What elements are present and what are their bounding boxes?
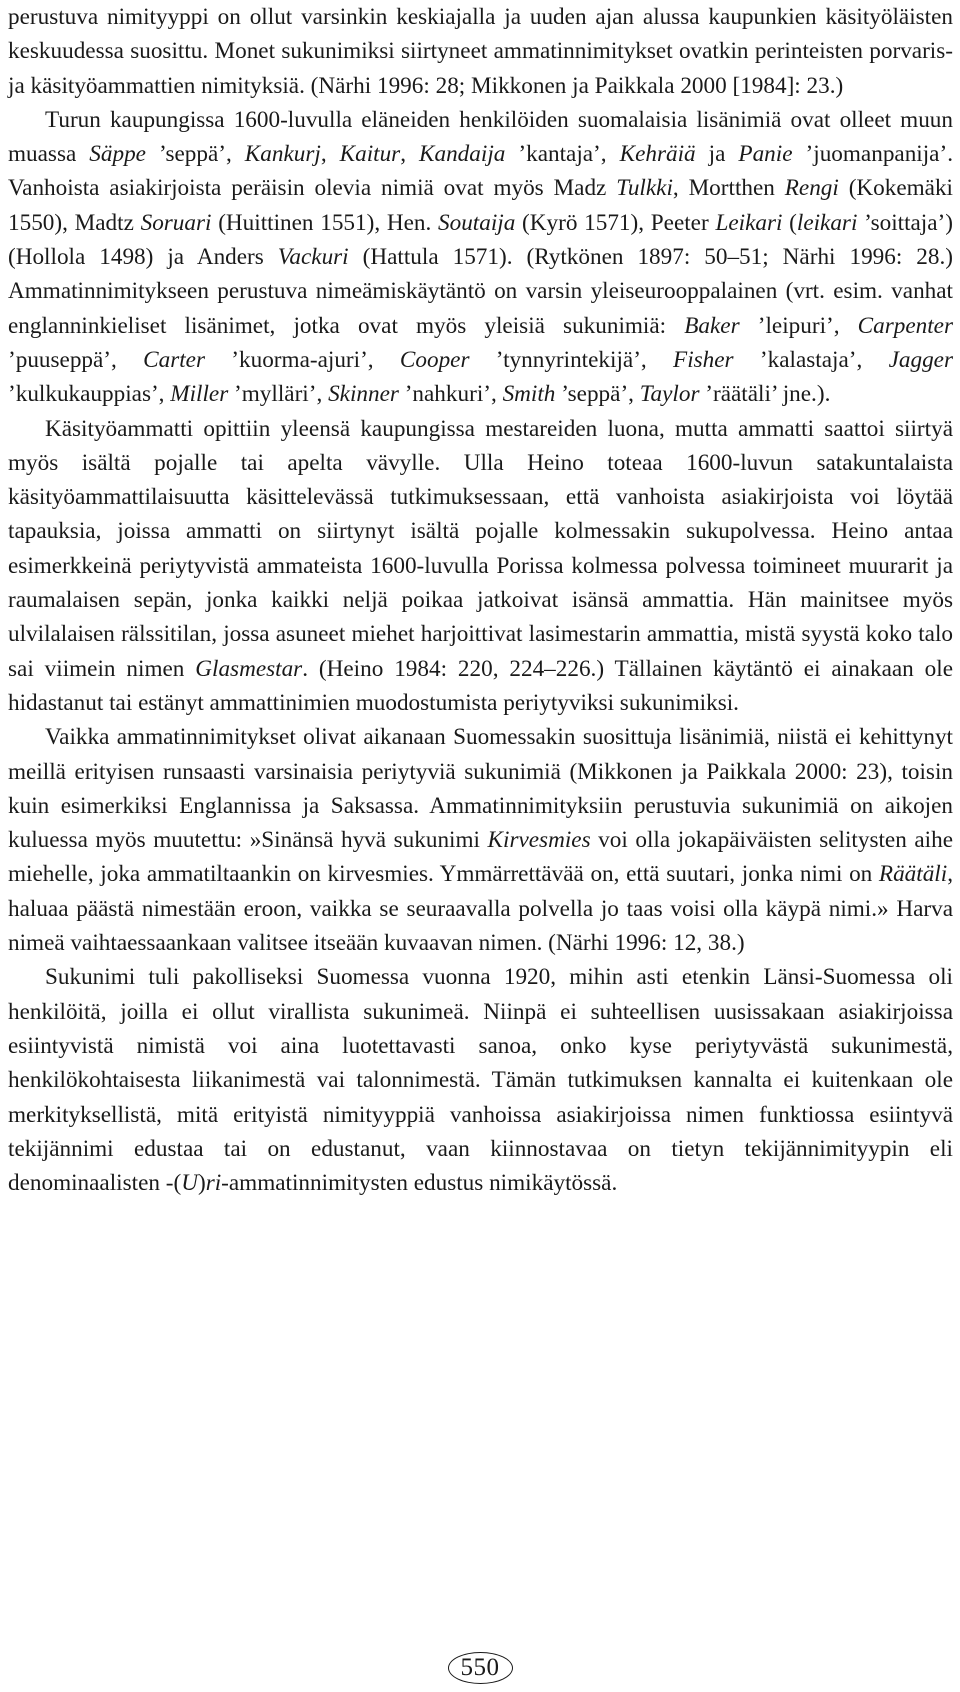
italic-term: leikari (796, 209, 858, 236)
italic-term: Soutaija (438, 209, 516, 236)
text-run: ’kuorma-ajuri’, (204, 346, 400, 373)
text-run: , haluaa päästä nimestään eroon, vaikka se seuraavalla polvella jo taas voisi olla käypä nimi.» Harva nimeä vaihtaessaankaan valitsee itseään kuvaavan nimen. (Närhi 1996: 12, 38.) (8, 861, 953, 957)
text-run: ’juomanpanija’. Vanhoista asiakirjoista peräisin olevia nimiä ovat myös Madz (8, 141, 953, 202)
italic-term: Smith (502, 381, 556, 408)
text-run: ’puuseppä’, (8, 346, 144, 373)
italic-term: Kandaija (419, 141, 506, 168)
text-run: (Hattula 1571). (Rytkönen 1897: 50–51; Närhi 1996: 28.) Ammatinnimitykseen perustuva nimeämiskäytäntö on varsin yleiseurooppalainen (vrt. esim. vanhat englanninkieliset lisänimet, jotka ovat myös yleisiä sukunimiä: (8, 244, 954, 339)
text-run: . (Heino 1984: 220, 224–226.) Tällainen käytäntö ei ainakaan ole hidastanut tai estänyt ammattinimien muodostumista periytyviksi sukunimiksi. (8, 655, 953, 716)
italic-term: Räätäli (878, 861, 948, 888)
italic-term: Säppe (89, 141, 146, 168)
text-run: ’kalastaja’, (733, 346, 889, 373)
text-run: Turun kaupungissa 1600-luvulla eläneiden henkilöiden suomalaisia lisänimiä ovat olleet muun muassa (8, 106, 953, 168)
text-run: , (400, 141, 420, 168)
italic-term: Kankurj (244, 141, 321, 168)
italic-term: Kirvesmies (487, 827, 591, 854)
text-run: (Kokemäki 1550), Madtz (8, 175, 954, 236)
body-paragraph (8, 0, 953, 103)
text-run: ja (695, 141, 739, 168)
body-paragraph (8, 720, 953, 960)
text-run: ’seppä’, (145, 141, 245, 168)
body-paragraph (8, 412, 953, 721)
italic-term: U (181, 1170, 198, 1197)
italic-term: Glasmestar (195, 655, 303, 682)
text-run: (Huittinen 1551), Hen. (211, 209, 439, 236)
italic-term: ri (205, 1170, 222, 1197)
italic-term: Fisher (673, 346, 734, 373)
text-run: ’tynnyrintekijä’, (469, 346, 674, 373)
text-run: voi olla jokapäiväisten selitysten aihe miehelle, joka ammatiltaankin on kirvesmies. Ymmärrettävää on, että suutari, jonka nimi on (8, 827, 953, 888)
page-number: 550 (448, 1652, 513, 1684)
italic-term: Panie (738, 141, 793, 168)
text-run: perustuva nimityyppi on ollut varsinkin keskiajalla ja uuden ajan alussa kaupunkien käsityöläisten keskuudessa suosittu. Monet sukunimiksi siirtyneet ammatinnimitykset ovatkin perinteisten porvaris- ja käsityöammattien nimityksiä. (Närhi 1996: 28; Mikkonen ja Paikkala 2000 [1984]: 23.) (8, 4, 953, 99)
italic-term: Skinner (328, 381, 399, 408)
italic-term: Kehräiä (619, 141, 696, 168)
body-paragraph (8, 960, 953, 1200)
italic-term: Leikari (715, 209, 783, 236)
italic-term: Carpenter (857, 312, 953, 339)
italic-term: Jagger (888, 346, 953, 373)
text-run: ’leipuri’, (739, 312, 858, 339)
text-run: ’mylläri’, (228, 381, 329, 408)
text-run: ’kantaja’, (505, 141, 620, 168)
text-run: ’nahkuri’, (398, 381, 503, 408)
page-footer (0, 1652, 960, 1684)
italic-term: Vackuri (277, 244, 349, 271)
text-run: ’seppä’, (555, 381, 640, 408)
page-body (8, 0, 953, 1200)
italic-term: Rengi (784, 175, 839, 202)
text-run: (Kyrö 1571), Peeter (515, 209, 716, 236)
body-paragraph (8, 103, 953, 412)
text-run: ( (782, 209, 797, 236)
text-run: -ammatinnimitysten edustus nimikäytössä. (221, 1170, 618, 1197)
text-run: Sukunimi tuli pakolliseksi Suomessa vuonna 1920, mihin asti etenkin Länsi-Suomessa oli henkilöitä, joilla ei ollut virallista sukunimeä. Niinpä ei suhteellisen uusissakaan asiakirjoissa esiintyvistä nimistä voi aina luotettavasti sanoa, onko kyse periytyvästä sukunimestä, henkilökohtaisesta liikanimestä vai talonnimestä. Tämän tutkimuksen kannalta ei kuitenkaan ole merkityksellistä, mitä erityistä nimityyppiä vanhoissa asiakirjoissa nimen funktiossa esiintyvä tekijännimi edustaa tai on edustanut, vaan kiinnostavaa on tietyn tekijännimityypin eli denominaalisten -( (8, 964, 953, 1197)
italic-term: Baker (684, 312, 740, 339)
text-run: Käsityöammatti opittiin yleensä kaupungissa mestareiden luona, mutta ammatti saattoi siirtyä myös isältä pojalle tai apelta vävylle. Ulla Heino toteaa 1600-luvun satakuntalaista käsityöammattilaisuutta käsittelevässä tutkimuksessaan, että vanhoista asiakirjoista voi löytää tapauksia, joissa ammatti on siirtynyt isältä pojalle kolmessakin sukupolvessa. Heino antaa esimerkkeinä periytyvistä ammateista 1600-luvulla Porissa kolmessa polvessa toimineet muurarit ja raumalaisen sepän, jonka kaikki neljä poikaa jatkoivat isänsä ammattia. Hän mainitsee myös ulvilalaisen rälssitilan, jossa asuneet miehet harjoittivat lasimestarin ammattia, mistä syystä koko talo sai viimein nimen (8, 415, 953, 682)
italic-term: Miller (170, 381, 229, 408)
text-run: , (320, 141, 340, 168)
italic-term: Soruari (140, 209, 212, 236)
italic-term: Taylor (639, 381, 700, 408)
italic-term: Carter (143, 346, 205, 373)
italic-term: Tulkki (616, 175, 673, 202)
text-run: ’räätäli’ jne.). (699, 381, 831, 408)
text-run: ) (197, 1170, 206, 1197)
text-run: , Mortthen (672, 175, 785, 202)
text-run: Vaikka ammatinnimitykset olivat aikanaan Suomessakin suosittuja lisänimiä, niistä ei kehittynyt meillä erityisen runsaasti varsinaisia periytyviä sukunimiä (Mikkonen ja Paikkala 2000: 23), toisin kuin esimerkiksi Englannissa ja Saksassa. Ammatinnimityksiin perustuvia sukunimiä on aikojen kuluessa myös muutettu: »Sinänsä hyvä sukunimi (8, 724, 953, 854)
italic-term: Kaitur (339, 141, 401, 168)
italic-term: Cooper (399, 346, 470, 373)
text-run: ’kulkukauppias’, (8, 381, 171, 408)
text-run: ’soittaja’) (Hollola 1498) ja Anders (8, 209, 953, 271)
